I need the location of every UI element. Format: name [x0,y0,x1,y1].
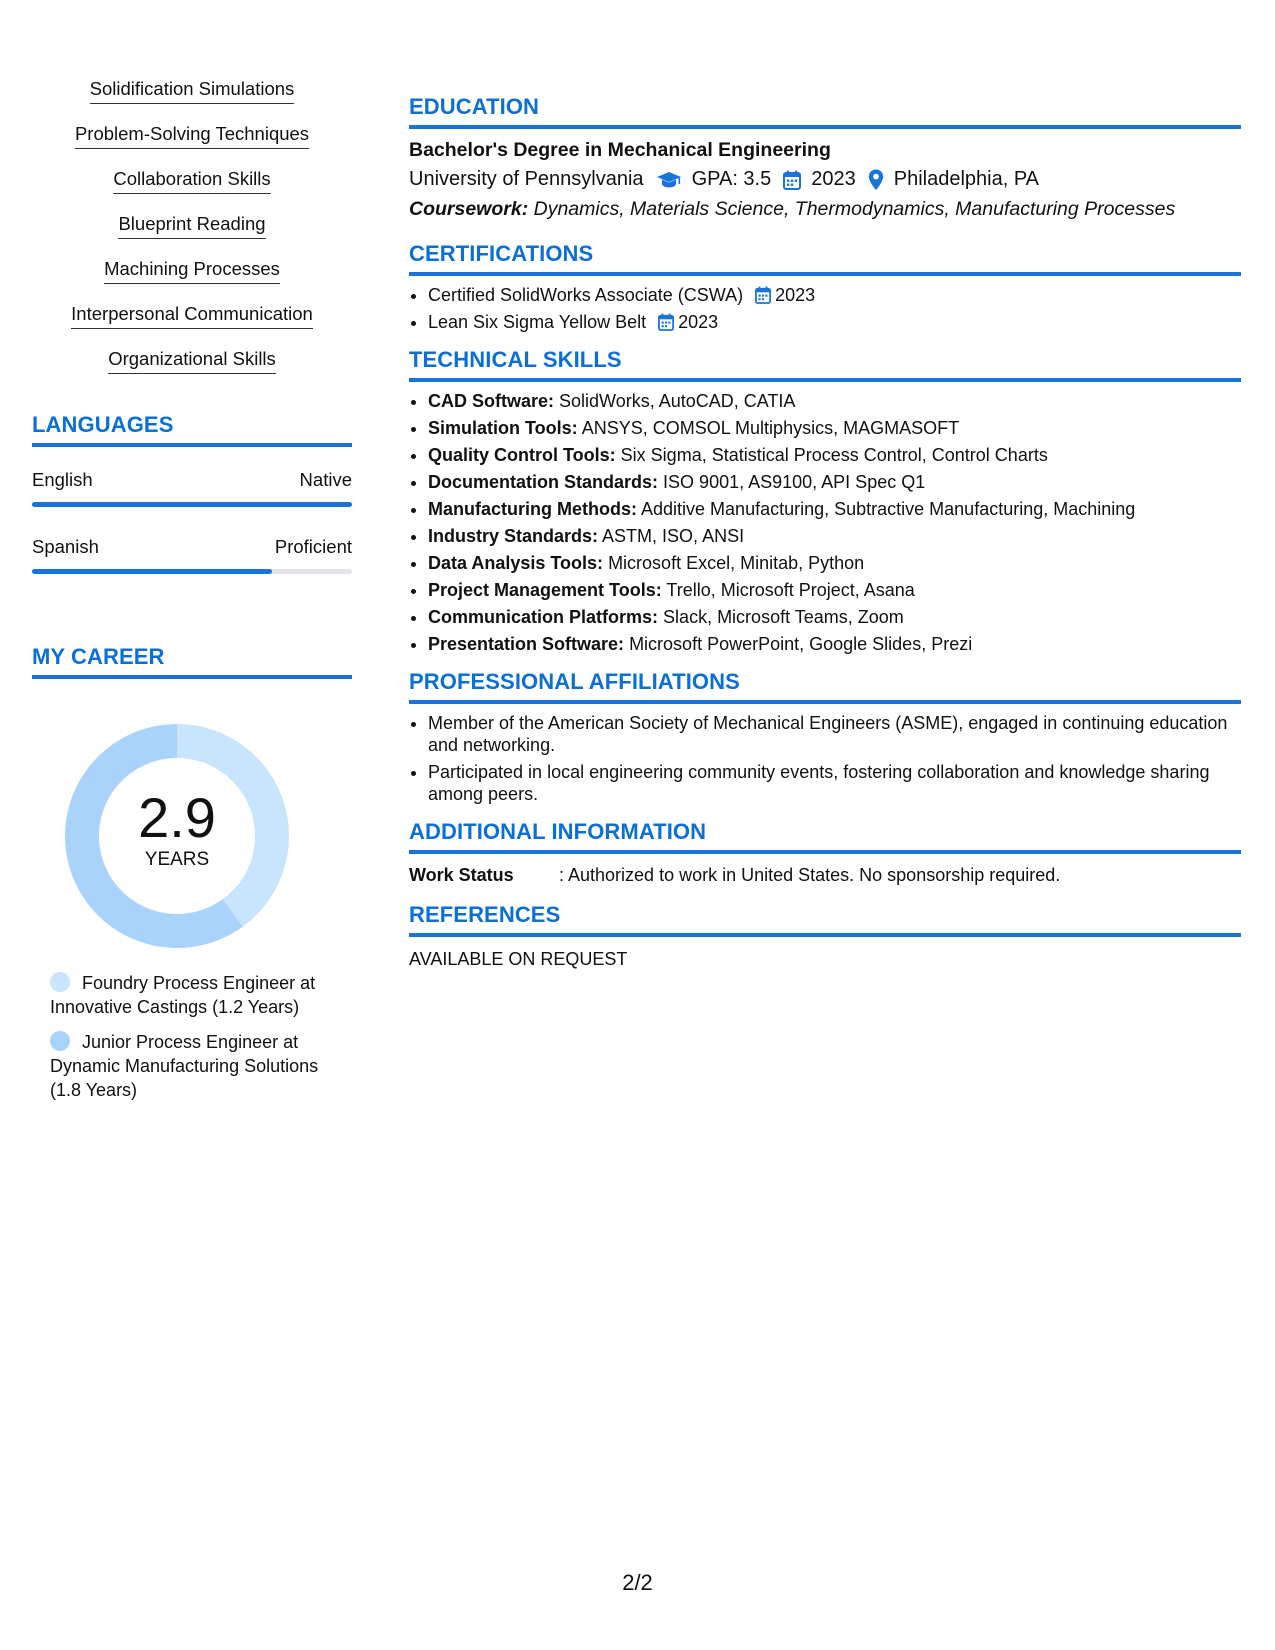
legend-dot [50,972,70,992]
skill-value: Trello, Microsoft Project, Asana [666,580,915,600]
technical-skills-section [409,347,1241,655]
list-item [428,498,1241,520]
skill-tag: Interpersonal Communication [32,303,352,329]
affiliations-title: PROFESSIONAL AFFILIATIONS [409,669,1241,704]
language-item [32,536,352,574]
list-item [428,284,1241,306]
legend-label: Junior Process Engineer at Dynamic Manufacturing Solutions (1.8 Years) [50,1032,319,1100]
list-item [428,390,1241,412]
skill-value: Six Sigma, Statistical Process Control, Control Charts [620,445,1048,465]
additional-info-section [409,819,1241,886]
skill-value: Additive Manufacturing, Subtractive Manufacturing, Machining [641,499,1136,519]
calendar-icon [783,170,801,190]
skill-label: Industry Standards: [428,526,599,546]
skill-value: Slack, Microsoft Teams, Zoom [663,607,904,627]
language-name: English [32,469,93,490]
skill-tag: Machining Processes [32,258,352,284]
skill-label: Project Management Tools: [428,580,662,600]
work-status-value: : Authorized to work in United States. No sponsorship required. [559,865,1061,885]
skill-label: Presentation Software: [428,634,625,654]
coursework [409,198,1241,221]
affiliations-section [409,669,1241,805]
graduation-year: 2023 [811,168,856,190]
legend-dot [50,1031,70,1051]
education-meta [409,168,1241,191]
career-section [32,644,352,1102]
career-legend [32,971,352,1102]
language-item [32,469,352,507]
legend-label: Foundry Process Engineer at Innovative Castings (1.2 Years) [50,973,316,1017]
education-title: EDUCATION [409,94,1241,129]
skill-label: Documentation Standards: [428,472,659,492]
skill-label: Data Analysis Tools: [428,553,604,573]
language-level: Proficient [274,536,352,557]
technical-skills-title: TECHNICAL SKILLS [409,347,1241,382]
degree-name: Bachelor's Degree in Mechanical Engineering [409,139,831,161]
certification-year: 2023 [775,285,816,305]
career-total [32,786,322,871]
technical-skills-list [409,390,1241,655]
languages-title: LANGUAGES [32,412,352,447]
skill-tag: Collaboration Skills [32,168,352,194]
list-item: • Member of the American Society of Mechanical Engineers (ASME), engaged in continuing education and networking. [428,712,1241,756]
work-status-row [409,865,1241,886]
list-item [428,417,1241,439]
skill-tag: Organizational Skills [32,348,352,374]
school-location: Philadelphia, PA [893,168,1040,190]
language-bar-fill [32,502,352,507]
list-item: • Participated in local engineering community events, fostering collaboration and knowledge sharing among peers. [428,761,1241,805]
skill-label: Simulation Tools: [428,418,578,438]
gpa: GPA: 3.5 [691,168,772,190]
skill-label: Quality Control Tools: [428,445,616,465]
list-item [428,471,1241,493]
skill-tag: Problem-Solving Techniques [32,123,352,149]
graduation-cap-icon [656,171,682,189]
skill-label: CAD Software: [428,391,555,411]
skills-list [32,78,352,374]
location-pin-icon [868,169,884,191]
list-item [428,633,1241,655]
career-donut [32,679,352,959]
career-total-value: 2.9 [138,786,216,849]
skill-tag: Solidification Simulations [32,78,352,104]
certification-year: 2023 [678,312,719,332]
language-bar [32,569,352,574]
list-item [428,552,1241,574]
career-title: MY CAREER [32,644,352,679]
references-text: AVAILABLE ON REQUEST [409,949,628,969]
certification-name: • Lean Six Sigma Yellow Belt [428,312,647,332]
skill-value: ASTM, ISO, ANSI [602,526,745,546]
skill-label: Communication Platforms: [428,607,659,627]
list-item [428,311,1241,333]
language-name: Spanish [32,536,99,557]
references-title: REFERENCES [409,902,1241,937]
list-item [428,606,1241,628]
list-item [428,525,1241,547]
school-name: University of Pennsylvania [409,168,644,190]
right-column [409,94,1241,970]
skill-value: Microsoft PowerPoint, Google Slides, Prezi [629,634,973,654]
language-level: Native [299,469,352,490]
additional-info-title: ADDITIONAL INFORMATION [409,819,1241,854]
skill-label: Manufacturing Methods: [428,499,637,519]
certifications-title: CERTIFICATIONS [409,241,1241,276]
career-total-unit: YEARS [144,849,210,870]
coursework-list: Dynamics, Materials Science, Thermodynamics, Manufacturing Processes [533,198,1176,220]
language-bar [32,502,352,507]
calendar-icon [755,286,771,304]
language-bar-fill [32,569,272,574]
references-section [409,902,1241,970]
skill-value: ANSYS, COMSOL Multiphysics, MAGMASOFT [581,418,960,438]
skill-value: Microsoft Excel, Minitab, Python [608,553,865,573]
career-legend-item [32,1030,352,1102]
skill-value: SolidWorks, AutoCAD, CATIA [559,391,796,411]
languages-section [32,412,352,574]
affiliations-list [409,712,1241,805]
certifications-list [409,284,1241,333]
certifications-section [409,241,1241,333]
skill-tag: Blueprint Reading [32,213,352,239]
list-item [428,579,1241,601]
work-status-label: Work Status [409,865,514,885]
left-column [32,78,352,1113]
education-section [409,94,1241,221]
list-item [428,444,1241,466]
page-number: 2/2 [622,1570,653,1595]
calendar-icon [658,313,674,331]
coursework-label: Coursework: [409,198,529,220]
skill-value: ISO 9001, AS9100, API Spec Q1 [663,472,926,492]
career-legend-item [32,971,352,1019]
certification-name: • Certified SolidWorks Associate (CSWA) [428,285,744,305]
